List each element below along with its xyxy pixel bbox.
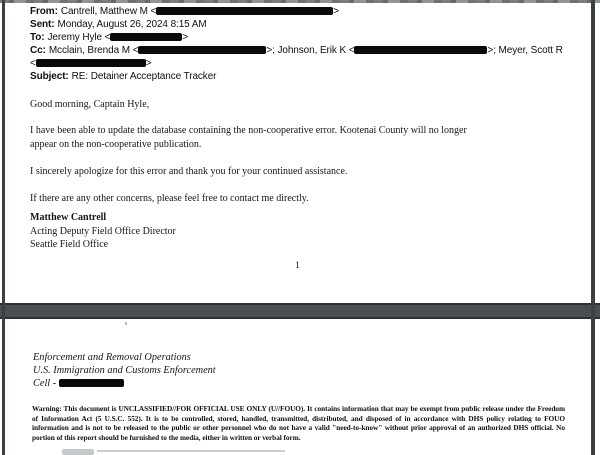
cc-name-3: ; Meyer, Scott R [493,45,563,56]
sent-value: Monday, August 26, 2024 8:15 AM [57,19,207,30]
angle-close: > [266,45,273,56]
scan-artifact-top-band [0,0,600,3]
angle-close: > [333,6,340,17]
from-label: From: [30,6,58,17]
redaction-bar [354,46,487,54]
angle-open: < [132,45,139,56]
to-label: To: [30,32,45,43]
org-name-ice: U.S. Immigration and Customs Enforcement [33,365,216,377]
page-edge-left [2,0,5,455]
signature-block [30,211,176,252]
fouo-warning [32,404,565,442]
cell-line [33,377,216,390]
cell-redaction-bar [59,379,124,387]
paragraph-3: If there are any other concerns, please feel free to contact me directly. [30,193,309,204]
fouo-warning-middle: It contains information that may be exempt from public release under the Freedom of Information Act (5 U.S.C. 552). It is to be controlled, stored, handled, transmitted, distributed, and disposed of in accordance with DHS policy relating to FOUO information and is not to be released to the public or other personnel who do not have a valid "need-to-know" without prior approval of an authorized DHS official. [32,404,565,433]
org-name-ero: Enforcement and Removal Operations [33,352,191,363]
greeting-line: Good morning, Captain Hyle, [30,99,150,110]
header-row-cc [30,44,563,57]
angle-close: > [145,58,152,69]
sent-label: Sent: [30,19,55,30]
fouo-warning-end: No portion of this report should be furnished to the media, either in written or verbal form. [32,423,565,442]
cc-label: Cc: [30,45,46,56]
angle-open: < [150,6,157,17]
page-break-gap [0,303,600,319]
cc-name-2: ; Johnson, Erik K [272,45,349,56]
cc-name-1: Mcclain, Brenda M [48,45,133,56]
redaction-bar [110,33,182,41]
angle-close: > [487,45,494,56]
angle-open: < [348,45,355,56]
email-header [30,5,563,83]
angle-close: > [182,32,189,43]
scan-artifact-bottom-smudge [62,449,94,455]
from-name: Cantrell, Matthew M [60,6,151,17]
angle-open: < [30,58,36,69]
subject-value: RE: Detainer Acceptance Tracker [71,71,217,82]
paragraph-1-line-1: I have been able to update the database containing the non-cooperative error. Kootenai County will no longer [30,125,467,136]
paragraph-1 [30,124,467,152]
angle-open: < [104,32,111,43]
cell-label: Cell - [33,378,59,390]
signature-office: Seattle Field Office [30,239,109,250]
redaction-bar [36,59,146,67]
header-row-to [30,31,563,44]
redaction-bar [138,46,266,54]
signature-org-block [33,351,216,391]
paragraph-2: I sincerely apologize for this error and thank you for your continued assistance. [30,166,348,177]
redaction-bar [156,7,333,15]
subject-label: Subject: [30,71,69,82]
scan-artifact-bottom-line [97,450,285,452]
page-number: 1 [295,261,300,271]
header-row-sent [30,18,563,31]
header-row-subject [30,70,563,83]
scan-speck [125,322,127,325]
paragraph-1-line-2: appear on the non-cooperative publication. [30,139,202,150]
fouo-warning-lead: Warning: This document is UNCLASSIFIED//FOR OFFICIAL USE ONLY (U//FOUO). [32,404,308,413]
signature-title: Acting Deputy Field Office Director [30,225,176,237]
header-row-cc-overflow [30,57,563,70]
to-name: Jeremy Hyle [47,32,105,43]
page-edge-right [591,0,595,455]
header-row-from [30,5,563,18]
signature-name: Matthew Cantrell [30,212,107,223]
